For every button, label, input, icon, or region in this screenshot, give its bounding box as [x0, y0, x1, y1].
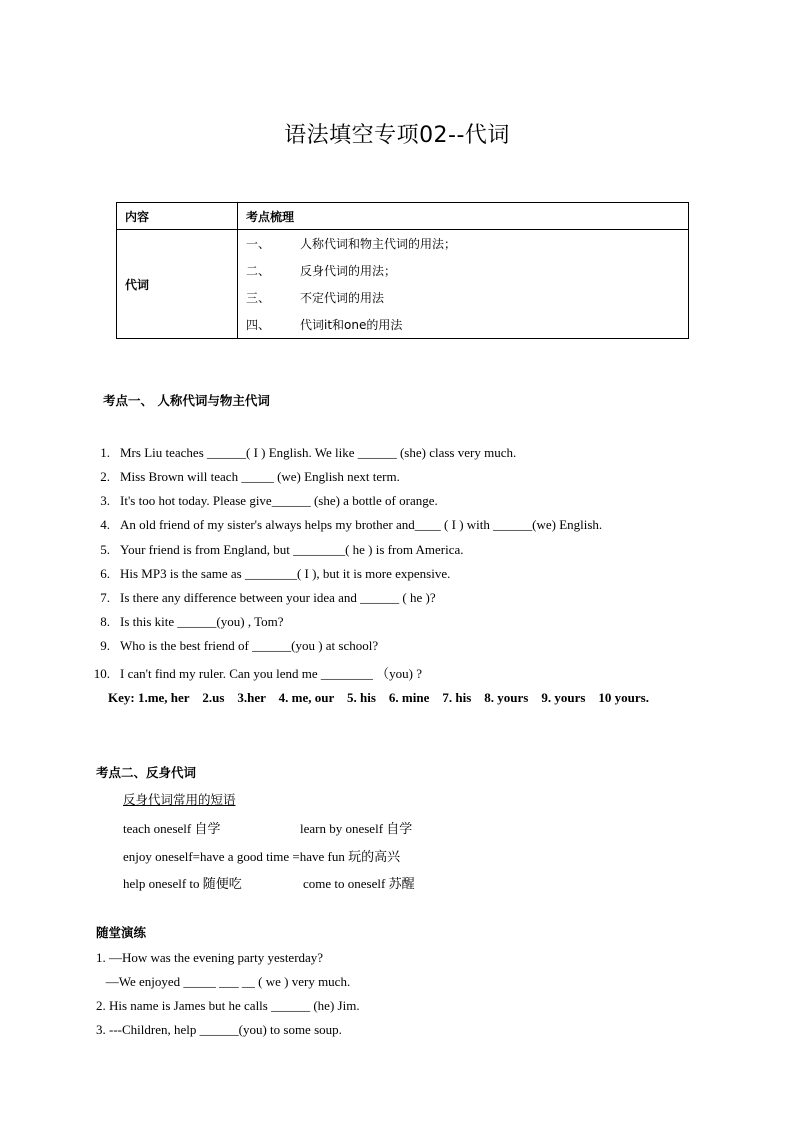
section1-heading: 考点一、 人称代词与物主代词	[103, 393, 270, 408]
question-2: 2. Miss Brown will teach _____ (we) English next term.	[100, 469, 400, 484]
question-1: 1. Mrs Liu teaches ______( I ) English. We like ______ (she) class very much.	[100, 445, 517, 460]
practice-heading: 随堂演练	[96, 925, 147, 940]
header-content: 内容	[117, 203, 238, 230]
outline-point: 四、 代词it和one的用法	[246, 318, 403, 332]
question-7: 7. Is there any difference between your idea and ______ ( he )?	[100, 590, 436, 605]
section2-heading: 考点二、反身代词	[96, 765, 197, 780]
question-10: 10. I can't find my ruler. Can you lend me ________ （you) ?	[93, 666, 423, 681]
practice-line: —We enjoyed _____ ___ __ ( we ) very much.	[96, 974, 351, 989]
phrase: teach oneself 自学	[123, 821, 221, 837]
question-6: 6. His MP3 is the same as ________( I ), but it is more expensive.	[100, 566, 451, 581]
question-3: 3. It's too hot today. Please give______ (she) a bottle of orange.	[100, 493, 438, 508]
practice-line: 1. —How was the evening party yesterday?	[96, 950, 324, 965]
outline-point: 三、 不定代词的用法	[246, 291, 385, 305]
outline-point: 一、 人称代词和物主代词的用法；	[246, 237, 457, 251]
answer-key: Key: 1.me, her 2.us 3.her 4. me, our 5. his 6. mine 7. his 8. yours 9. yours 10 yours.	[108, 690, 649, 705]
phrase: come to oneself 苏醒	[303, 876, 415, 892]
question-9: 9. Who is the best friend of ______(you ) at school?	[100, 638, 379, 653]
question-5: 5. Your friend is from England, but ________( he ) is from America.	[100, 542, 464, 557]
topic-cell: 代词	[117, 230, 238, 339]
question-8: 8. Is this kite ______(you) , Tom?	[100, 614, 284, 629]
phrases-subheading: 反身代词常用的短语	[123, 792, 236, 807]
outline-point: 二、 反身代词的用法；	[246, 264, 397, 278]
practice-line: 2. His name is James but he calls ______ (he) Jim.	[96, 998, 360, 1013]
page-title: 语法填空专项02--代词	[284, 123, 510, 148]
question-4: 4. An old friend of my sister's always helps my brother and____ ( I ) with ______(we) English.	[100, 517, 603, 532]
phrase: learn by oneself 自学	[300, 821, 413, 837]
practice-line: 3. ---Children, help ______(you) to some soup.	[96, 1022, 342, 1037]
header-points: 考点梳理	[238, 203, 689, 230]
phrase: enjoy oneself=have a good time =have fun 玩的高兴	[123, 849, 401, 865]
phrase: help oneself to 随便吃	[123, 876, 242, 892]
outline-table	[116, 202, 689, 339]
